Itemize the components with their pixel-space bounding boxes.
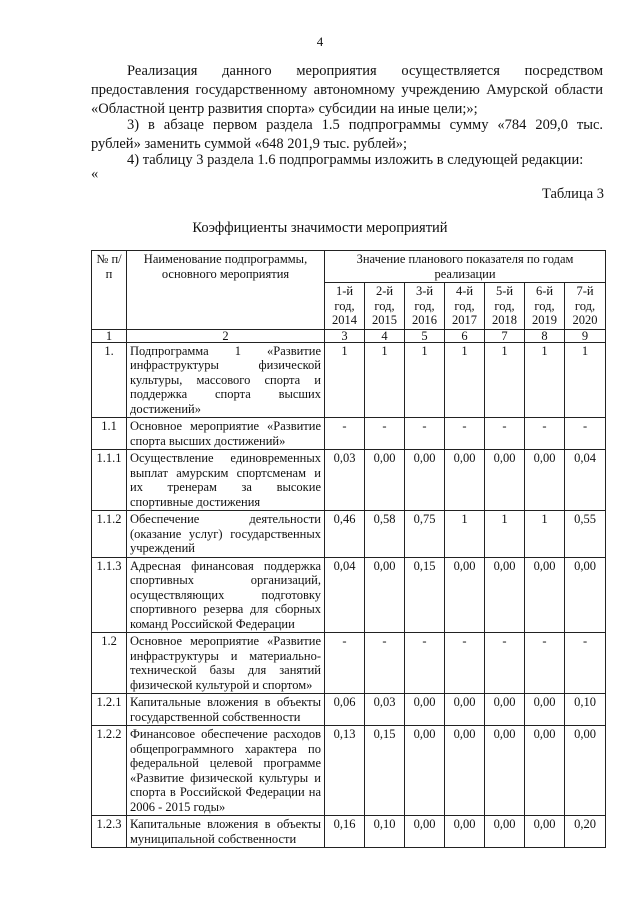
row-number: 1.2.1 <box>92 694 127 726</box>
row-name: Обеспечение деятельности (оказание услуг) государственных учреждений <box>127 511 325 558</box>
header-year-7: 7-й год, 2020 <box>565 283 606 330</box>
opening-quote: « <box>91 166 99 182</box>
row-name: Капитальные вложения в объекты муниципальной собственности <box>127 816 325 848</box>
row-value-year-1: 0,16 <box>325 816 365 848</box>
page-number: 4 <box>316 34 324 49</box>
row-value-year-2: 0,00 <box>365 450 405 511</box>
paragraph-amendment-3 <box>91 116 603 154</box>
row-value-year-7: - <box>565 633 606 694</box>
row-value-year-3: - <box>405 418 445 450</box>
row-value-year-7: 0,20 <box>565 816 606 848</box>
row-value-year-4: 0,00 <box>445 726 485 816</box>
paragraph-amendment-4-text: 4) таблицу 3 раздела 1.6 подпрограммы изложить в следующей редакции: <box>127 152 584 168</box>
row-number: 1.2 <box>92 633 127 694</box>
row-value-year-3: 0,00 <box>405 694 445 726</box>
table-header-row <box>92 251 606 283</box>
row-value-year-7: 0,00 <box>565 726 606 816</box>
row-name: Осуществление единовременных выплат амурским спортсменам и их тренерам за высокие спортивные достижения <box>127 450 325 511</box>
table-row <box>92 450 606 511</box>
table-title: Коэффициенты значимости мероприятий <box>192 220 448 236</box>
row-number: 1.2.2 <box>92 726 127 816</box>
row-value-year-6: 0,00 <box>525 450 565 511</box>
paragraph-amendment-3-text: 3) в абзаце первом раздела 1.5 подпрограммы сумму «784 209,0 тыс. рублей» заменить суммой «648 201,9 тыс. рублей»; <box>91 117 603 152</box>
header-year-3: 3-й год, 2016 <box>405 283 445 330</box>
row-value-year-6: - <box>525 418 565 450</box>
header-num: № п/п <box>92 251 127 330</box>
row-name: Подпрограмма 1 «Развитие инфраструктуры физической культуры, массового спорта и поддержка спорта высших достижений» <box>127 342 325 418</box>
row-number: 1. <box>92 342 127 418</box>
row-value-year-5: 0,00 <box>485 726 525 816</box>
column-index: 3 <box>325 329 365 342</box>
row-value-year-1: - <box>325 418 365 450</box>
row-value-year-5: - <box>485 633 525 694</box>
table-row <box>92 511 606 558</box>
row-value-year-2: - <box>365 633 405 694</box>
row-name: Основное мероприятие «Развитие спорта высших достижений» <box>127 418 325 450</box>
row-name: Капитальные вложения в объекты государственной собственности <box>127 694 325 726</box>
row-value-year-5: 1 <box>485 342 525 418</box>
row-value-year-2: 0,58 <box>365 511 405 558</box>
row-value-year-4: - <box>445 418 485 450</box>
row-value-year-5: 1 <box>485 511 525 558</box>
paragraph-implementation <box>91 62 603 119</box>
table-row <box>92 726 606 816</box>
row-value-year-5: - <box>485 418 525 450</box>
row-value-year-1: 0,06 <box>325 694 365 726</box>
row-value-year-1: 0,03 <box>325 450 365 511</box>
row-value-year-5: 0,00 <box>485 694 525 726</box>
row-value-year-3: 0,00 <box>405 450 445 511</box>
table-label: Таблица 3 <box>541 186 604 202</box>
row-name: Основное мероприятие «Развитие инфраструктуры и материально-технической базы для занятий физической культурой и спортом» <box>127 633 325 694</box>
row-value-year-2: 0,03 <box>365 694 405 726</box>
row-value-year-7: 0,00 <box>565 557 606 633</box>
row-value-year-7: - <box>565 418 606 450</box>
row-name: Адресная финансовая поддержка спортивных организаций, осуществляющих подготовку спортивного резерва для сборных команд Российской Федерации <box>127 557 325 633</box>
column-index: 8 <box>525 329 565 342</box>
table-row <box>92 633 606 694</box>
row-value-year-7: 0,55 <box>565 511 606 558</box>
header-year-1: 1-й год, 2014 <box>325 283 365 330</box>
row-value-year-3: 0,00 <box>405 726 445 816</box>
row-value-year-6: - <box>525 633 565 694</box>
row-value-year-4: 0,00 <box>445 816 485 848</box>
row-value-year-5: 0,00 <box>485 816 525 848</box>
column-index: 5 <box>405 329 445 342</box>
row-value-year-6: 0,00 <box>525 726 565 816</box>
row-number: 1.1.2 <box>92 511 127 558</box>
header-name: Наименование подпрограммы, основного мероприятия <box>127 251 325 330</box>
row-value-year-1: 0,46 <box>325 511 365 558</box>
row-number: 1.1.3 <box>92 557 127 633</box>
table-row <box>92 342 606 418</box>
column-index-row <box>92 329 606 342</box>
row-value-year-2: 0,00 <box>365 557 405 633</box>
row-value-year-1: 0,13 <box>325 726 365 816</box>
row-number: 1.2.3 <box>92 816 127 848</box>
row-value-year-3: 0,15 <box>405 557 445 633</box>
header-year-6: 6-й год, 2019 <box>525 283 565 330</box>
row-value-year-2: 0,10 <box>365 816 405 848</box>
row-value-year-2: 0,15 <box>365 726 405 816</box>
row-value-year-1: 1 <box>325 342 365 418</box>
row-value-year-5: 0,00 <box>485 557 525 633</box>
row-value-year-4: 0,00 <box>445 450 485 511</box>
header-values-group: Значение планового показателя по годам реализации <box>325 251 606 283</box>
row-value-year-2: 1 <box>365 342 405 418</box>
table-row <box>92 557 606 633</box>
column-index: 7 <box>485 329 525 342</box>
row-value-year-1: - <box>325 633 365 694</box>
header-year-2: 2-й год, 2015 <box>365 283 405 330</box>
row-value-year-7: 0,10 <box>565 694 606 726</box>
column-index: 6 <box>445 329 485 342</box>
row-value-year-6: 0,00 <box>525 816 565 848</box>
row-value-year-4: 1 <box>445 511 485 558</box>
significance-coefficients-table <box>91 250 606 848</box>
row-name: Финансовое обеспечение расходов общепрограммного характера по федеральной целевой программе «Развитие физической культуры и спорта в Российской Федерации на 2006 - 2015 годы» <box>127 726 325 816</box>
paragraph-amendment-4 <box>91 151 603 170</box>
row-value-year-3: - <box>405 633 445 694</box>
row-number: 1.1.1 <box>92 450 127 511</box>
column-index: 1 <box>92 329 127 342</box>
row-value-year-4: - <box>445 633 485 694</box>
row-value-year-3: 0,00 <box>405 816 445 848</box>
row-value-year-4: 0,00 <box>445 557 485 633</box>
row-value-year-6: 0,00 <box>525 557 565 633</box>
header-year-5: 5-й год, 2018 <box>485 283 525 330</box>
row-value-year-3: 1 <box>405 342 445 418</box>
row-value-year-6: 0,00 <box>525 694 565 726</box>
table-row <box>92 418 606 450</box>
table-row <box>92 816 606 848</box>
row-value-year-7: 1 <box>565 342 606 418</box>
paragraph-implementation-text: Реализация данного мероприятия осуществляется посредством предоставления государственному автономному учреждению Амурской области «Областной центр развития спорта» субсидии на иные цели;»; <box>91 63 603 117</box>
row-value-year-3: 0,75 <box>405 511 445 558</box>
column-index: 9 <box>565 329 606 342</box>
column-index: 4 <box>365 329 405 342</box>
header-year-4: 4-й год, 2017 <box>445 283 485 330</box>
row-value-year-6: 1 <box>525 342 565 418</box>
row-value-year-2: - <box>365 418 405 450</box>
row-value-year-4: 0,00 <box>445 694 485 726</box>
row-number: 1.1 <box>92 418 127 450</box>
row-value-year-5: 0,00 <box>485 450 525 511</box>
row-value-year-4: 1 <box>445 342 485 418</box>
table-row <box>92 694 606 726</box>
row-value-year-1: 0,04 <box>325 557 365 633</box>
row-value-year-6: 1 <box>525 511 565 558</box>
column-index: 2 <box>127 329 325 342</box>
row-value-year-7: 0,04 <box>565 450 606 511</box>
